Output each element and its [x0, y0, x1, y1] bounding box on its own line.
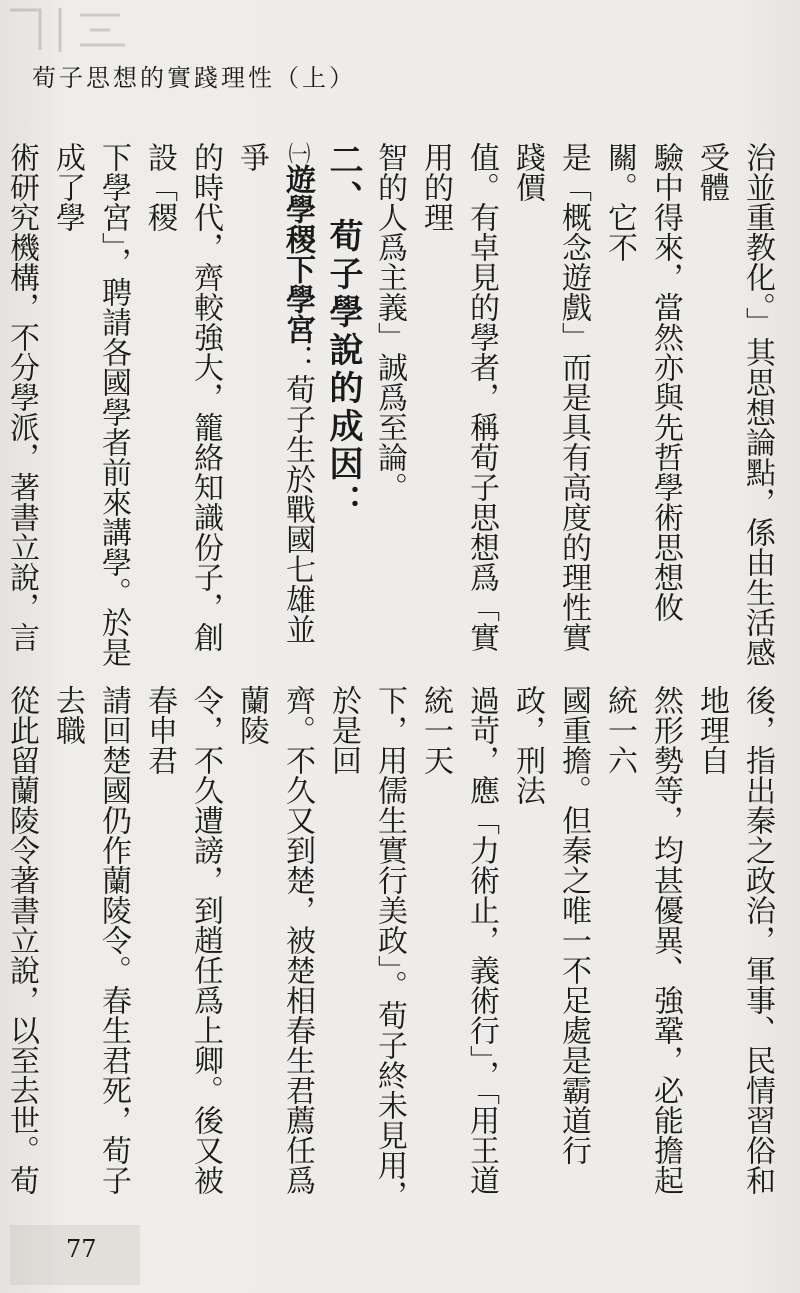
- text-column: [44, 685, 136, 1215]
- text-run: 下，用儒生實行美政」。荀子終未見用，於是回: [326, 685, 407, 1210]
- text-block-upper: [4, 142, 780, 672]
- text-run: 智的人爲主義」誠爲至論。: [372, 142, 407, 502]
- text-run: 請回楚國仍作蘭陵令。春生君死，荀子去職: [50, 685, 131, 1195]
- text-run: 的時代，齊較強大，籠絡知識份子，創設「稷: [142, 142, 223, 652]
- running-head: 荀子思想的實踐理性（上）: [32, 64, 356, 92]
- text-column: [688, 685, 780, 1215]
- subsection-title: 遊學稷下學宮: [280, 164, 315, 344]
- text-run: 過苛，應「力術止，義術行」，「用王道統一天: [418, 685, 499, 1195]
- text-column: [228, 142, 320, 672]
- text-run: 後，指出秦之政治，軍事、民情習俗和地理自: [694, 685, 775, 1195]
- text-column: [136, 685, 228, 1215]
- text-run: 令，不久遭謗，到趙任爲上卿。後又被春申君: [142, 685, 223, 1195]
- text-run: 是「概念遊戲」而是具有高度的理性實踐價: [510, 142, 591, 652]
- text-column: [504, 685, 596, 1215]
- text-run: 從此留蘭陵令著書立說，以至去世。荀: [4, 685, 39, 1195]
- text-block-lower: [4, 685, 780, 1215]
- text-column: [504, 142, 596, 672]
- text-run: 術研究機構，不分學派，著書立說，言: [4, 142, 39, 652]
- text-column: [412, 685, 504, 1215]
- page-number: 77: [66, 1235, 97, 1263]
- text-column: [366, 142, 412, 672]
- text-run: 下學宮」，聘請各國學者前來講學。於是成了學: [50, 142, 131, 667]
- text-run: 齊。不久又到楚，被楚相春生君薦任爲蘭陵: [234, 685, 315, 1195]
- text-column: [0, 685, 44, 1215]
- text-run: 治並重教化。」其思想論點，係由生活感受體: [694, 142, 775, 667]
- text-run: 然形勢等，均甚優異、強鞏，必能擔起統一六: [602, 685, 683, 1195]
- library-stamp-watermark: [0, 0, 200, 60]
- text-column: [688, 142, 780, 672]
- section-heading: [320, 142, 366, 672]
- text-run: ：荀子生於戰國七雄並爭: [234, 142, 315, 644]
- text-column: [596, 685, 688, 1215]
- text-column: [596, 142, 688, 672]
- text-column: [320, 685, 412, 1215]
- enumeration-marker: ㈠: [285, 142, 310, 164]
- text-run: 值。有卓見的學者，稱荀子思想爲「實用的理: [418, 142, 499, 652]
- text-column: [0, 142, 44, 672]
- text-column: [228, 685, 320, 1215]
- text-column: [412, 142, 504, 672]
- text-column: [44, 142, 136, 672]
- text-run: 國重擔。但秦之唯一不足處是霸道行政，刑法: [510, 685, 591, 1165]
- text-run: 驗中得來，當然亦與先哲學術思想攸關。它不: [602, 142, 683, 622]
- text-run: 二、荀子學說的成因：: [323, 142, 363, 522]
- text-column: [136, 142, 228, 672]
